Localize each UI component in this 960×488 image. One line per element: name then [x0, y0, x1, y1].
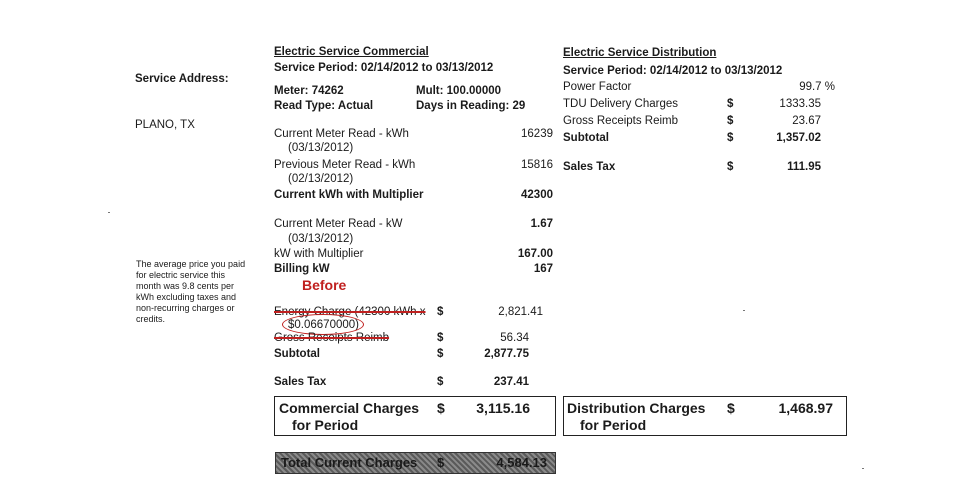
distribution-sales-tax-value: 111.95 — [787, 161, 821, 173]
commercial-charges-currency: $ — [437, 400, 445, 416]
energy-charge-value: 2,821.41 — [498, 306, 543, 318]
total-current-charges-label: Total Current Charges — [281, 455, 418, 470]
power-factor-label: Power Factor — [563, 81, 632, 93]
commercial-title: Electric Service Commercial — [274, 46, 429, 58]
current-kw-date: (03/13/2012) — [288, 233, 354, 245]
commercial-subtotal-currency: $ — [437, 348, 444, 360]
scan-speck — [108, 212, 110, 213]
average-note-line: non-recurring charges or — [136, 303, 235, 313]
gross-receipts-text: Gross Receipts Reimb — [274, 332, 390, 344]
energy-charge-currency: $ — [437, 306, 444, 318]
current-kwh-date: (03/13/2012) — [288, 142, 354, 154]
scan-speck — [862, 468, 864, 469]
average-note-line: kWh excluding taxes and — [136, 292, 237, 302]
billing-kw-value: 167 — [533, 263, 553, 275]
total-current-charges-currency: $ — [437, 455, 445, 470]
commercial-sales-tax-value: 237.41 — [493, 376, 529, 388]
days-in-reading: Days in Reading: 29 — [416, 100, 526, 112]
distribution-charges-value: 1,468.97 — [778, 400, 833, 416]
current-kwh-multiplier-value: 42300 — [521, 189, 553, 201]
current-kwh-label: Current Meter Read - kWh — [274, 128, 409, 140]
tdu-delivery-label: TDU Delivery Charges — [563, 98, 679, 110]
distribution-subtotal-value: 1,357.02 — [776, 132, 821, 144]
average-note-line: The average price you paid — [136, 259, 246, 269]
commercial-sales-tax-currency: $ — [437, 376, 444, 388]
energy-charge-rate: $0.06670000) — [288, 319, 359, 331]
meter-number: Meter: 74262 — [274, 85, 344, 97]
total-current-charges-value: 4,584.13 — [496, 455, 547, 470]
distribution-charges-currency: $ — [727, 400, 735, 416]
average-price-note — [136, 259, 245, 325]
current-kwh-value: 16239 — [521, 128, 553, 140]
service-city: PLANO, TX — [135, 119, 195, 131]
current-kwh-multiplier-label: Current kWh with Multiplier — [274, 189, 424, 201]
multiplier: Mult: 100.00000 — [416, 85, 502, 97]
current-kw-label: Current Meter Read - kW — [274, 218, 403, 230]
kw-multiplier-label: kW with Multiplier — [274, 248, 364, 260]
previous-kwh-date: (02/13/2012) — [288, 173, 354, 185]
distribution-subtotal-label: Subtotal — [563, 132, 609, 144]
kw-multiplier-value: 167.00 — [517, 248, 553, 260]
billing-kw-label: Billing kW — [274, 263, 330, 275]
gross-receipts-value: 56.34 — [500, 332, 529, 344]
service-address-label: Service Address: — [135, 73, 229, 85]
scan-speck — [743, 310, 745, 311]
average-note-line: for electric service this — [136, 270, 226, 280]
distribution-subtotal-currency: $ — [727, 132, 734, 144]
previous-kwh-label: Previous Meter Read - kWh — [274, 159, 416, 171]
read-type: Read Type: Actual — [274, 100, 374, 112]
average-note-line: credits. — [136, 314, 166, 324]
commercial-sales-tax-label: Sales Tax — [274, 376, 327, 388]
gross-receipts-label — [274, 331, 389, 345]
distribution-charges-label-2: for Period — [580, 417, 647, 433]
average-note-line: month was 9.8 cents per — [136, 281, 235, 291]
gross-receipts-currency: $ — [437, 332, 444, 344]
commercial-charges-value: 3,115.16 — [476, 400, 530, 416]
energy-charge-text: Energy Charge (42300 kWh x — [274, 306, 426, 318]
commercial-subtotal-label: Subtotal — [274, 348, 320, 360]
distribution-title: Electric Service Distribution — [563, 47, 717, 59]
tdu-delivery-value: 1333.35 — [779, 98, 821, 110]
distribution-gross-value: 23.67 — [792, 115, 821, 127]
distribution-charges-label: Distribution Charges — [567, 400, 706, 416]
previous-kwh-value: 15816 — [521, 159, 553, 171]
commercial-charges-label-2: for Period — [292, 417, 359, 433]
commercial-service-period: Service Period: 02/14/2012 to 03/13/2012 — [274, 62, 494, 74]
distribution-gross-currency: $ — [727, 115, 734, 127]
commercial-subtotal-value: 2,877.75 — [484, 348, 529, 360]
distribution-service-period: Service Period: 02/14/2012 to 03/13/2012 — [563, 65, 783, 77]
commercial-charges-label: Commercial Charges — [279, 400, 420, 416]
current-kw-value: 1.67 — [530, 218, 553, 230]
tdu-delivery-currency: $ — [727, 98, 734, 110]
power-factor-value: 99.7 % — [799, 81, 835, 93]
distribution-gross-label: Gross Receipts Reimb — [563, 115, 679, 127]
distribution-sales-tax-currency: $ — [727, 161, 734, 173]
before-annotation: Before — [302, 277, 347, 293]
distribution-sales-tax-label: Sales Tax — [563, 161, 616, 173]
